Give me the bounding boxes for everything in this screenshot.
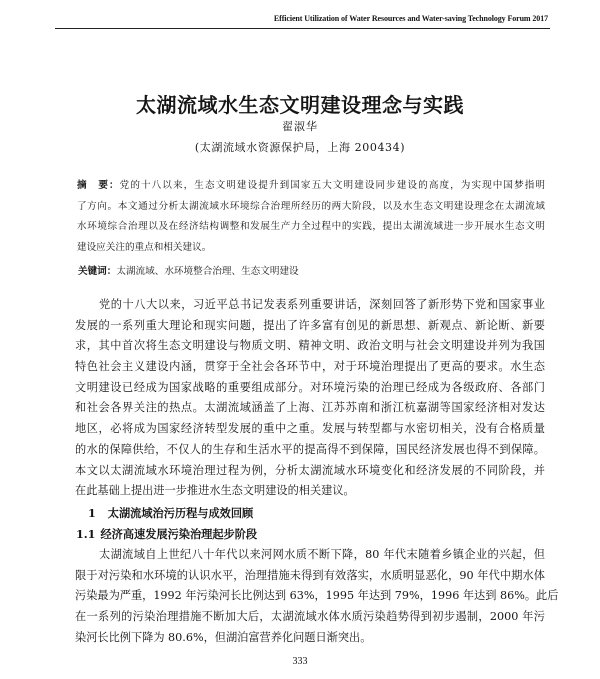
subsection-heading xyxy=(76,524,257,544)
header-rule xyxy=(55,28,550,29)
body-line: 文明建设已经成为国家战略的重要组成部分。对环境污染的治理已经成为各级政府、各部门 xyxy=(75,380,545,394)
body-line: 和社会各界关注的热点。太湖流域涵盖了上海、江苏苏南和浙江杭嘉湖等国家经济相对发达 xyxy=(75,401,545,415)
body-line: 求，其中首次将生态文明建设与物质文明、精神文明、政治文明与社会文明建设并列为我国 xyxy=(75,339,545,353)
subsection-number: 1.1 xyxy=(76,527,96,541)
author-name: 翟淑华 xyxy=(282,120,318,133)
author-affiliation: (太湖流域水资源保护局，上海 200434) xyxy=(194,141,406,154)
body-line: 在此基础上提出进一步推进水生态文明建设的相关建议。 xyxy=(75,484,355,498)
abstract-line: 水环境综合治理以及在经济结构调整和发展生产力全过程中的实践，提出太湖流域进一步开展水生态文明 xyxy=(77,221,545,232)
abstract-line: 了方向。本文通过分析太湖流域水环境综合治理所经历的两大阶段，以及水生态文明建设理念在太湖流域 xyxy=(77,200,545,212)
section-heading xyxy=(88,503,253,523)
intro-paragraph xyxy=(75,295,545,502)
body-line: 特色社会主义建设内涵，贯穿于全社会各环节中，对于环境治理提出了更高的要求。水生态 xyxy=(75,360,545,374)
subsection-title: 经济高速发展污染治理起步阶段 xyxy=(100,527,258,541)
section-number: 1 xyxy=(88,506,96,520)
running-header: Efficient Utilization of Water Resources and Water-saving Technology Forum 2017 xyxy=(273,14,548,23)
section-paragraph xyxy=(75,545,559,648)
abstract-label: 摘 要： xyxy=(77,180,120,191)
body-line: 发展的一系列重大理论和现实问题，提出了许多富有创见的新思想、新观点、新论断、新要 xyxy=(75,318,545,332)
page-number: 333 xyxy=(292,656,308,667)
abstract-text: 党的十八以来，生态文明建设提升到国家五大文明建设同步建设的高度，为实现中国梦指明 xyxy=(119,180,546,191)
body-line: 本文以太湖流域水环境治理过程为例，分析太湖流域水环境变化和经济发展的不同阶段，并 xyxy=(75,463,545,477)
body-line: 党的十八大以来，习近平总书记发表系列重要讲话，深刻回答了新形势下党和国家事业 xyxy=(99,298,545,311)
body-line: 的水的保障供给，不仅人的生存和生活水平的提高得不到保障，国民经济发展也得不到保障。 xyxy=(75,442,545,456)
keywords-text: 太湖流域、水环境整合治理、生态文明建设 xyxy=(116,266,299,277)
keywords-label: 关键词： xyxy=(78,266,117,277)
section-title: 太湖流域治污历程与成效回顾 xyxy=(107,506,254,520)
body-line: 地区，必将成为国家经济转型发展的重中之重。发展与转型都与水密切相关，没有合格质量 xyxy=(75,422,545,436)
abstract-line: 建设应关注的重点和相关建议。 xyxy=(77,241,212,253)
body-line: 限于对污染和水环境的认识水平，治理措施未得到有效落实，水质明显恶化，90 年代中期水体 xyxy=(75,568,545,582)
abstract-line xyxy=(77,176,545,197)
body-line: 染河长比例下降为 80.6%，但湖泊富营养化问题日渐突出。 xyxy=(75,630,372,644)
body-line: 在一系列的污染治理措施不断加大后，太湖流域水体水质污染趋势得到初步遏制，2000 年污 xyxy=(75,610,545,624)
keywords xyxy=(78,262,545,282)
body-line: 污染最为严重，1992 年污染河长比例达到 63%，1995 年达到 79%，1996 年达到 86%。此后 xyxy=(75,589,559,603)
abstract xyxy=(77,176,545,258)
body-line: 太湖流域自上世纪八十年代以来河网水质不断下降，80 年代末随着乡镇企业的兴起，但 xyxy=(99,548,545,561)
paper-title: 太湖流域水生态文明建设理念与实践 xyxy=(136,93,464,117)
